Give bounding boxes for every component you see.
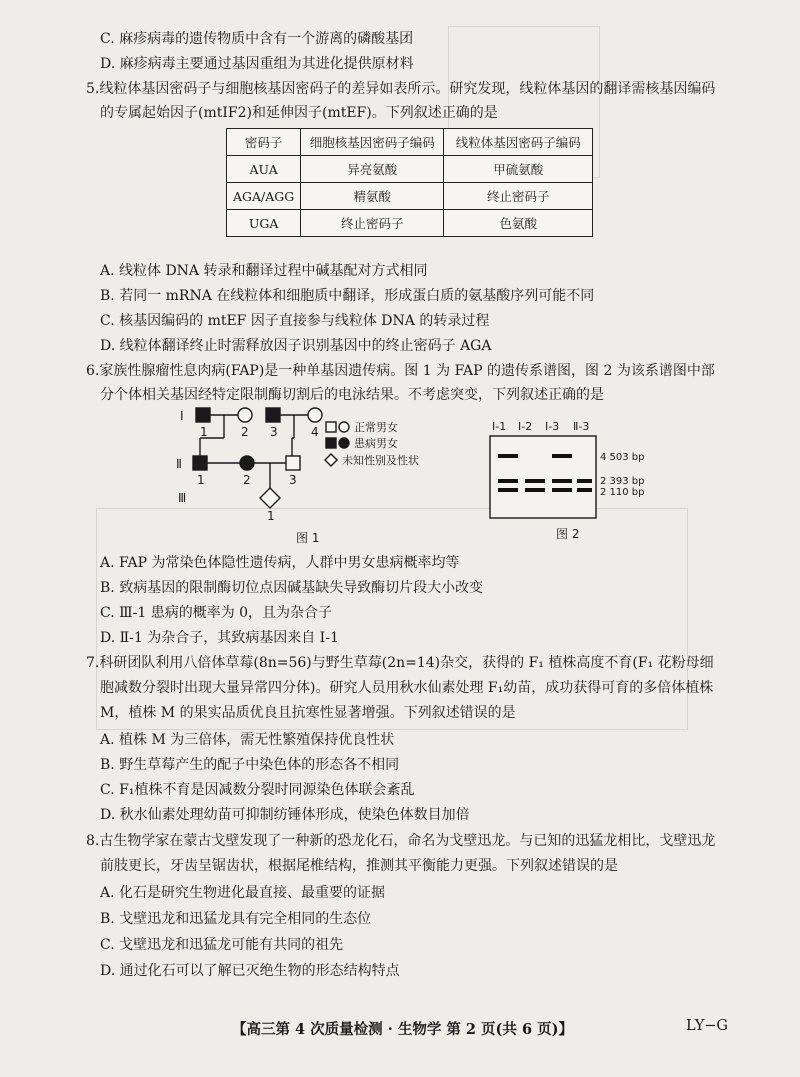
gel-lane-label: Ⅰ-1: [492, 420, 507, 433]
gel-band: [498, 488, 518, 492]
q8-option-d: D. 通过化石可以了解已灭绝生物的形态结构特点: [100, 963, 400, 979]
pedigree-number: 3: [289, 473, 297, 487]
gel-band: [525, 479, 545, 483]
q4-option-c: C. 麻疹病毒的遗传物质中含有一个游离的磷酸基团: [100, 31, 414, 47]
band-size-label: 4 503 bp: [600, 452, 645, 463]
band-size-label: 2 110 bp: [600, 487, 645, 498]
gel-band: [577, 479, 592, 483]
table-row: [227, 183, 593, 210]
pedigree-affected-male: [196, 408, 210, 422]
pedigree-affected-female: [240, 456, 254, 470]
pedigree-normal-female: [238, 408, 252, 422]
q8-stem: 前肢更长，牙齿呈锯齿状，根据尾椎结构，推测其平衡能力更强。下列叙述错误的是: [100, 858, 618, 874]
pedigree-number: 2: [241, 425, 249, 439]
q5-stem: 5.线粒体基因密码子与细胞核基因密码子的差异如表所示。研究发现，线粒体基因的翻译需核基因编码: [86, 81, 716, 97]
q7-stem: 胞减数分裂时出现大量异常四分体)。研究人员用秋水仙素处理 F₁幼苗，成功获得可育的多倍体植株: [100, 680, 714, 696]
pedigree-normal-female: [308, 408, 322, 422]
pedigree-normal-male: [286, 456, 300, 470]
q7-option-d: D. 秋水仙素处理幼苗可抑制纺锤体形成，使染色体数目加倍: [100, 807, 470, 823]
table-header: 密码子: [227, 129, 301, 156]
table-cell: 色氨酸: [444, 210, 593, 237]
figure-1-caption: 图 1: [296, 531, 320, 545]
gel-lane-label: Ⅱ-3: [573, 420, 590, 433]
q4-option-d: D. 麻疹病毒主要通过基因重组为其进化提供原材料: [100, 56, 414, 72]
pedigree-affected-male: [266, 408, 280, 422]
table-cell: 甲硫氨酸: [444, 156, 593, 183]
pedigree-number: 2: [243, 473, 251, 487]
legend-unknown-label: 未知性别及性状: [342, 454, 419, 467]
pedigree-figure: [170, 404, 440, 546]
gel-band: [498, 454, 518, 458]
table-cell: 终止密码子: [301, 210, 444, 237]
pedigree-affected-male: [193, 456, 207, 470]
q7-option-b: B. 野生草莓产生的配子中染色体的形态各不相同: [100, 757, 400, 773]
q8-stem: 8.古生物学家在蒙古戈壁发现了一种新的恐龙化石，命名为戈壁迅龙。与已知的迅猛龙相比，戈壁迅龙: [86, 833, 716, 849]
q7-option-a: A. 植株 M 为三倍体，需无性繁殖保持优良性状: [100, 732, 395, 748]
q5-stem: 的专属起始因子(mtIF2)和延伸因子(mtEF)。下列叙述正确的是: [100, 105, 498, 121]
pedigree-number: 3: [270, 425, 278, 439]
table-cell: UGA: [227, 210, 301, 237]
table-cell: 异亮氨酸: [301, 156, 444, 183]
figure-2-caption: 图 2: [556, 527, 580, 541]
page-footer: 【高三第 4 次质量检测 · 生物学 第 2 页(共 6 页)】: [232, 1021, 573, 1038]
table-header: 线粒体基因密码子编码: [444, 129, 593, 156]
table-header-row: [227, 129, 593, 156]
gel-band: [498, 479, 518, 483]
pedigree-number: 1: [200, 425, 208, 439]
gel-band: [525, 488, 545, 492]
table-row: [227, 210, 593, 237]
paper-code: LY−G: [686, 1018, 729, 1034]
legend-normal-label: 正常男女: [354, 421, 398, 434]
q6-option-a: A. FAP 为常染色体隐性遗传病，人群中男女患病概率均等: [100, 555, 460, 571]
q8-option-c: C. 戈壁迅龙和迅猛龙可能有共同的祖先: [100, 937, 344, 953]
gel-lane-label: Ⅰ-2: [518, 420, 533, 433]
q6-option-c: C. Ⅲ-1 患病的概率为 0，且为杂合子: [100, 605, 333, 621]
q6-stem: 6.家族性腺瘤性息肉病(FAP)是一种单基因遗传病。图 1 为 FAP 的遗传系谱图，图 2 为该系谱图中部: [86, 363, 715, 379]
q8-option-a: A. 化石是研究生物进化最直接、最重要的证据: [100, 885, 386, 901]
codon-table: [226, 128, 593, 237]
q5-option-a: A. 线粒体 DNA 转录和翻译过程中碱基配对方式相同: [100, 263, 428, 279]
q5-option-d: D. 线粒体翻译终止时需释放因子识别基因中的终止密码子 AGA: [100, 338, 492, 354]
q7-stem: M，植株 M 的果实品质优良且抗寒性显著增强。下列叙述错误的是: [100, 705, 516, 721]
q5-option-c: C. 核基因编码的 mtEF 因子直接参与线粒体 DNA 的转录过程: [100, 313, 490, 329]
q7-option-c: C. F₁植株不育是因减数分裂时同源染色体联会紊乱: [100, 782, 415, 798]
pedigree-number: 1: [267, 509, 275, 523]
pedigree-number: 1: [197, 473, 205, 487]
gel-band: [552, 488, 572, 492]
q8-option-b: B. 戈壁迅龙和迅猛龙具有完全相同的生态位: [100, 911, 372, 927]
table-cell: 终止密码子: [444, 183, 593, 210]
gel-lane-label: Ⅰ-3: [545, 420, 560, 433]
gel-frame: [490, 436, 596, 518]
pedigree-number: 4: [311, 425, 319, 439]
table-cell: AGA/AGG: [227, 183, 301, 210]
band-size-label: 2 393 bp: [600, 476, 645, 487]
pedigree-unknown-individual: [260, 488, 280, 508]
gel-electrophoresis-figure: [488, 418, 648, 544]
table-header: 细胞核基因密码子编码: [301, 129, 444, 156]
table-cell: AUA: [227, 156, 301, 183]
q7-stem: 7.科研团队利用八倍体草莓(8n=56)与野生草莓(2n=14)杂交，获得的 F₁ 植株高度不育(F₁ 花粉母细: [86, 655, 714, 671]
q6-option-d: D. Ⅱ-1 为杂合子，其致病基因来自 Ⅰ-1: [100, 630, 339, 646]
table-cell: 精氨酸: [301, 183, 444, 210]
table-row: [227, 156, 593, 183]
pedigree-generation-label: Ⅰ: [180, 409, 184, 423]
gel-band: [577, 488, 592, 492]
pedigree-generation-label: Ⅲ: [178, 491, 187, 505]
q6-option-b: B. 致病基因的限制酶切位点因碱基缺失导致酶切片段大小改变: [100, 580, 484, 596]
q5-option-b: B. 若同一 mRNA 在线粒体和细胞质中翻译，形成蛋白质的氨基酸序列可能不同: [100, 288, 595, 304]
gel-band: [552, 454, 572, 458]
legend-affected-label: 患病男女: [354, 437, 398, 450]
gel-band: [552, 479, 572, 483]
q6-stem: 分个体相关基因经特定限制酶切割后的电泳结果。不考虑突变，下列叙述正确的是: [100, 387, 604, 403]
pedigree-generation-label: Ⅱ: [176, 457, 182, 471]
